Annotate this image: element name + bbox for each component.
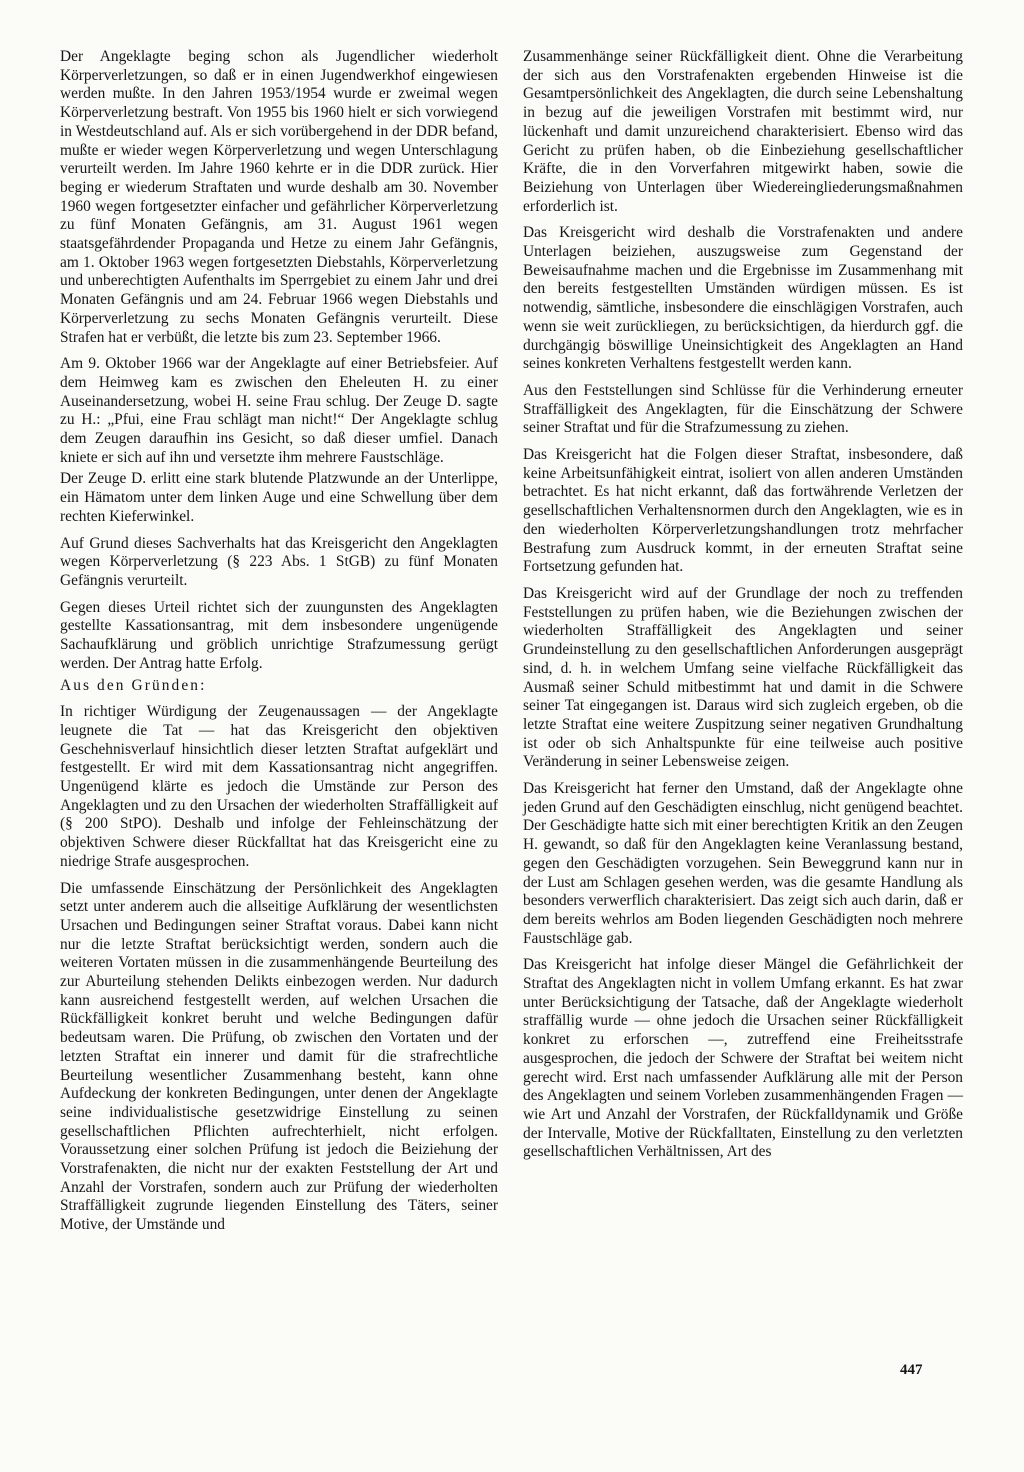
paragraph-continuation: Zusammenhänge seiner Rückfälligkeit dient. Ohne die Verarbeitung der sich aus den Vorstrafenakten ergebenden Hinweise ist die Gesamtpersönlichkeit des Angeklagten, die durch seine Lebenshaltung in bezug auf die jeweiligen Vorstrafen mit bestimmt wird, nur lückenhaft und damit unzureichend charakterisiert. Ebenso wird das Gericht zu prüfen haben, ob die Einbeziehung gesellschaftlicher Kräfte, die in den Vorverfahren mitgewirkt haben, sowie die Beiziehung von Unterlagen über Wiedereingliederungsmaßnahmen erforderlich ist. [523, 48, 963, 215]
page-number: 447 [900, 1362, 923, 1378]
right-column [523, 48, 963, 1170]
paragraph-injuries: Der Zeuge D. erlitt eine stark blutende Platzwunde an der Unterlippe, ein Hämatom unter dem linken Auge und eine Schwellung über dem rechten Kieferwinkel. [60, 470, 498, 525]
paragraph-relationship: Das Kreisgericht wird auf der Grundlage der noch zu treffenden Feststellungen zu prüfen haben, wie die Beziehungen zwischen der wiederholten Straffälligkeit des Angeklagten und seiner Grundeinstellung zu den gesellschaftlichen Anforderungen ausgeprägt sind, d. h. in welchem Umfang seine vielfache Rückfälligkeit das Ausmaß seiner Schuld mitbestimmt hat und damit in die Schwere seiner Tat eingegangen ist. Daraus wird sich zugleich ergeben, ob die letzte Straftat eine weitere Zuspitzung seiner negativen Grundhaltung ist oder ob sich Anhaltspunkte für eine teilweise auch positive Veränderung in seiner Lebensweise zeigen. [523, 584, 963, 771]
paragraph-prior-records: Das Kreisgericht wird deshalb die Vorstrafenakten und andere Unterlagen beiziehen, auszugsweise zum Gegenstand der Beweisaufnahme machen und die Ergebnisse im Zusammenhang mit den bereits festgestellten Umständen würdigen müssen. Es ist notwendig, sämtliche, insbesondere die einschlägigen Vorstrafen, auch wenn sie weit zurückliegen, zu berücksichtigen, da hierdurch ggf. die durchgängig böswillige Uneinsichtigkeit des Angeklagten an Hand seines konkreten Verhaltens festgestellt werden kann. [523, 224, 963, 373]
paragraph-prior-convictions: Der Angeklagte beging schon als Jugendlicher wiederholt Körperverletzungen, so daß er in einen Jugendwerkhof eingewiesen werden mußte. In den Jahren 1953/1954 wurde er zweimal wegen Körperverletzung bestraft. Von 1955 bis 1960 hielt er sich vorwiegend in Westdeutschland auf. Als er sich vorübergehend in der DDR befand, mußte er wieder wegen Körperverletzung und wegen Unterschlagung verurteilt werden. Im Jahre 1960 kehrte er in die DDR zurück. Hier beging er wiederum Straftaten und wurde deshalb am 30. November 1960 wegen fortgesetzter einfacher und gefährlicher Körperverletzung zu fünf Monaten Gefängnis, am 31. August 1961 wegen staatsgefährdender Propaganda und Hetze zu einem Jahr Gefängnis, am 1. Oktober 1963 wegen fortgesetzten Diebstahls, Körperverletzung und unberechtigten Aufenthalts im Sperrgebiet zu einem Jahr und drei Monaten Gefängnis und am 24. Februar 1966 wegen Diebstahls und Körperverletzung zu sechs Monaten Gefängnis verurteilt. Diese Strafen hat er verbüßt, die letzte bis zum 23. September 1966. [60, 48, 498, 346]
paragraph-dangerousness: Das Kreisgericht hat infolge dieser Mängel die Gefährlichkeit der Straftat des Angeklagten nicht in vollem Umfang erkannt. Es hat zwar unter Berücksichtigung der Tatsache, daß der Angeklagte wiederholt straffällig wurde — ohne jedoch die Ursachen seiner Rückfälligkeit konkret zu erforschen —, zutreffend eine Freiheitsstrafe ausgesprochen, die jedoch der Schwere der Straftat bei weitem nicht gerecht wird. Erst nach umfassender Aufklärung alle mit der Person des Angeklagten und seinem Vorleben zusammenhängenden Fragen — wie Art und Anzahl der Vorstrafen, der Rückfalldynamik und Größe der Intervalle, Motive der Rückfalltaten, Einstellung zu den verletzten gesellschaftlichen Verhältnissen, Art des [523, 956, 963, 1161]
section-heading: Aus den Gründen: [60, 676, 207, 694]
paragraph-incident: Am 9. Oktober 1966 war der Angeklagte auf einer Betriebsfeier. Auf dem Heimweg kam es zwischen den Eheleuten H. zu einer Auseinandersetzung, wobei H. seine Frau schlug. Der Zeuge D. sagte zu H.: „Pfui, eine Frau schlägt man nicht!“ Der Angeklagte schlug dem Zeugen daraufhin ins Gesicht, so daß dieser umfiel. Danach kniete er sich auf ihn und versetzte ihm mehrere Faustschläge. [60, 355, 498, 466]
paragraph-motive: Das Kreisgericht hat ferner den Umstand, daß der Angeklagte ohne jeden Grund auf den Geschädigten einschlug, nicht genügend beachtet. Der Geschädigte hatte sich mit einer berechtigten Kritik an den Zeugen H. gewandt, so daß für den Angeklagten keine Veranlassung bestand, gegen den Geschädigten vorzugehen. Sein Beweggrund kann nur in der Lust am Schlagen gesehen werden, was die gesamte Handlung als besonders verwerflich charakterisiert. Das zeigt sich auch darin, daß er dem bereits wehrlos am Boden liegenden Geschädigten noch mehrere Faustschläge gab. [523, 780, 963, 947]
paragraph-cassation-motion: Gegen dieses Urteil richtet sich der zuungunsten des Angeklagten gestellte Kassationsantrag, mit dem insbesondere ungenügende Sachaufklärung und gröblich unrichtige Strafzumessung gerügt werden. Der Antrag hatte Erfolg. [60, 598, 498, 672]
left-column [60, 48, 498, 1243]
paragraph-consequences: Das Kreisgericht hat die Folgen dieser Straftat, insbesondere, daß keine Arbeitsunfähigkeit eintrat, isoliert von allen anderen Umständen betrachtet. Es hat nicht erkannt, daß das fortwährende Verletzen der gesellschaftlichen Verhaltensnormen durch den Angeklagten, wie es in den wiederholten Körperverletzungshandlungen trotz mehrfacher Bestrafung zum Ausdruck kommt, in der erneuten Straftat seine Fortsetzung gefunden hat. [523, 446, 963, 576]
paragraph-conclusions: Aus den Feststellungen sind Schlüsse für die Verhinderung erneuter Straffälligkeit des Angeklagten, für die Einschätzung der Schwere seiner Straftat und für die Strafzumessung zu ziehen. [523, 381, 963, 437]
paragraph-reasons-2: Die umfassende Einschätzung der Persönlichkeit des Angeklagten setzt unter anderem auch die allseitige Aufklärung der wesentlichsten Ursachen und Bedingungen seiner Straftat voraus. Dabei kann nicht nur die letzte Straftat berücksichtigt werden, sondern auch die weiteren Vortaten müssen in die zusammenhängende Beurteilung des zur Aburteilung stehenden Delikts einbezogen werden. Nur dadurch kann ausreichend festgestellt werden, auf welchen Ursachen die Rückfälligkeit konkret beruht und welche Bedingungen dafür bedeutsam waren. Die Prüfung, ob zwischen den Vortaten und der letzten Straftat ein innerer und damit für die strafrechtliche Beurteilung wesentlicher Zusammenhang besteht, kann ohne Aufdeckung der konkreten Bedingungen, unter denen der Angeklagte seine individualistische gesetzwidrige Einstellung zu seinen gesellschaftlichen Pflichten aufrechterhielt, nicht erfolgen. Voraussetzung einer solchen Prüfung ist jedoch die Beiziehung der Vorstrafenakten, die nicht nur der exakten Feststellung der Art und Anzahl der Vorstrafen, sondern auch zur Prüfung der wiederholten Straffälligkeit zugrunde liegenden Einstellung des Täters, seiner Motive, der Umstände und [60, 879, 498, 1234]
paragraph-reasons-1: In richtiger Würdigung der Zeugenaussagen — der Angeklagte leugnete die Tat — hat das Kreisgericht den objektiven Geschehnisverlauf hinsichtlich dieser letzten Straftat aufgeklärt und festgestellt. Er wird mit dem Kassationsantrag nicht angegriffen. Ungenügend klärte es jedoch die Umstände zur Person des Angeklagten und zu den Ursachen der wiederholten Straffälligkeit auf (§ 200 StPO). Deshalb und infolge der Fehleinschätzung der objektiven Schwere dieser Rückfalltat hat das Kreisgericht eine zu niedrige Strafe ausgesprochen. [60, 703, 498, 870]
paragraph-verdict: Auf Grund dieses Sachverhalts hat das Kreisgericht den Angeklagten wegen Körperverletzung (§ 223 Abs. 1 StGB) zu fünf Monaten Gefängnis verurteilt. [60, 534, 498, 589]
